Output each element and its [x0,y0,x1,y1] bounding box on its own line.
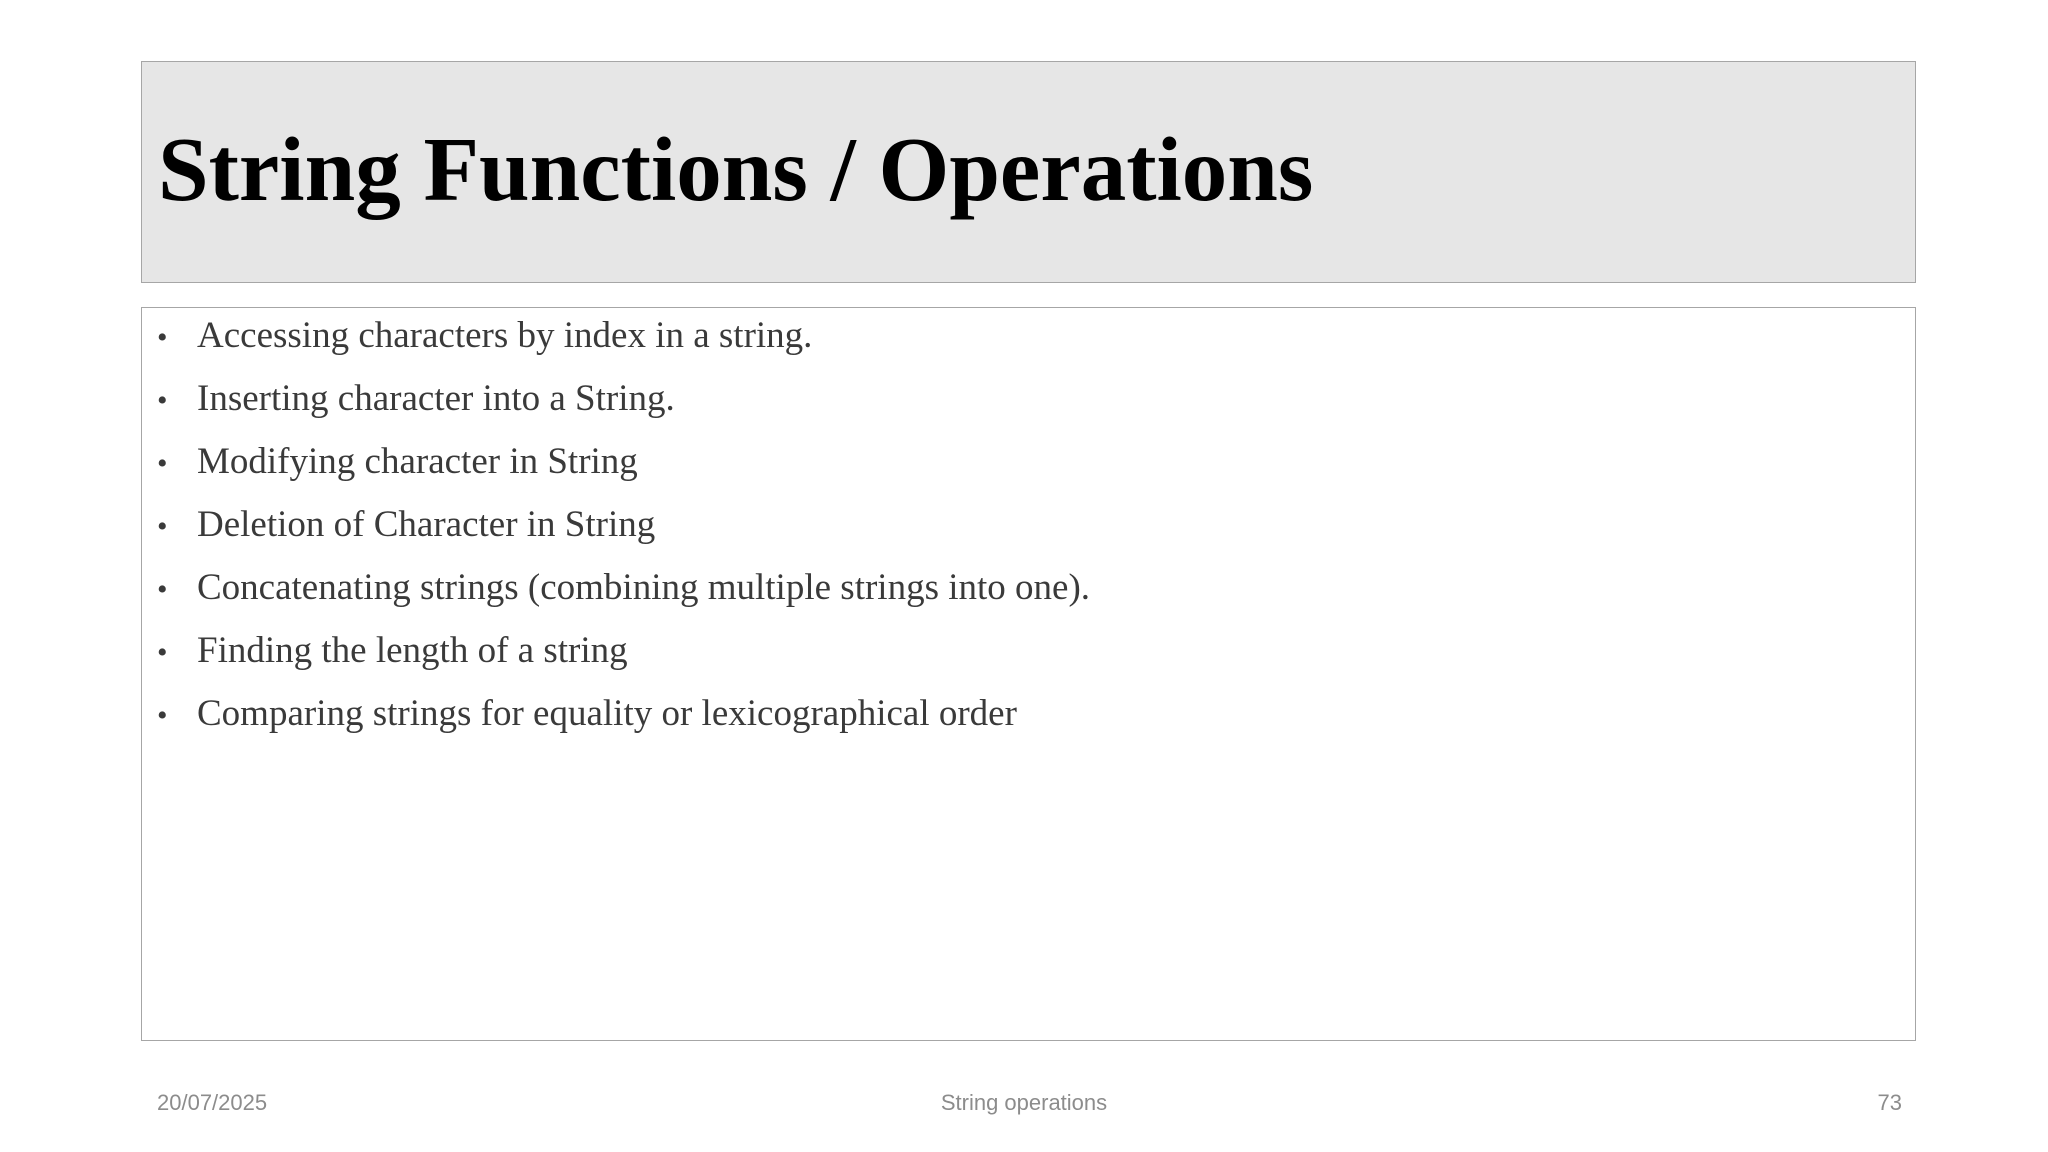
bullet-item [157,440,1090,503]
slide-number: 73 [1877,1090,1902,1115]
bullet-item [157,377,1090,440]
bullet-icon: • [157,447,168,480]
bullet-item [157,629,1090,692]
bullet-text: Inserting character into a String. [197,378,675,419]
bullet-text: Finding the length of a string [197,630,628,671]
bullet-icon: • [157,636,168,669]
bullet-list [157,314,1090,755]
bullet-item [157,566,1090,629]
bullet-icon: • [157,384,168,417]
bullet-text: Deletion of Character in String [197,504,656,545]
bullet-icon: • [157,699,168,732]
bullet-icon: • [157,573,168,606]
bullet-text: Modifying character in String [197,441,638,482]
bullet-text: Concatenating strings (combining multiple strings into one). [197,567,1091,608]
bullet-item [157,314,1090,377]
slide-title: String Functions / Operations [158,119,1314,220]
bullet-text: Accessing characters by index in a string. [197,315,813,356]
bullet-icon: • [157,321,168,354]
bullet-text: Comparing strings for equality or lexicographical order [197,693,1017,734]
footer-title: String operations [940,1090,1108,1115]
footer-date: 20/07/2025 [157,1090,268,1115]
bullet-item [157,503,1090,566]
title-placeholder [141,61,1916,283]
bullet-icon: • [157,510,168,543]
bullet-item [157,692,1090,755]
content-placeholder [141,307,1916,1041]
